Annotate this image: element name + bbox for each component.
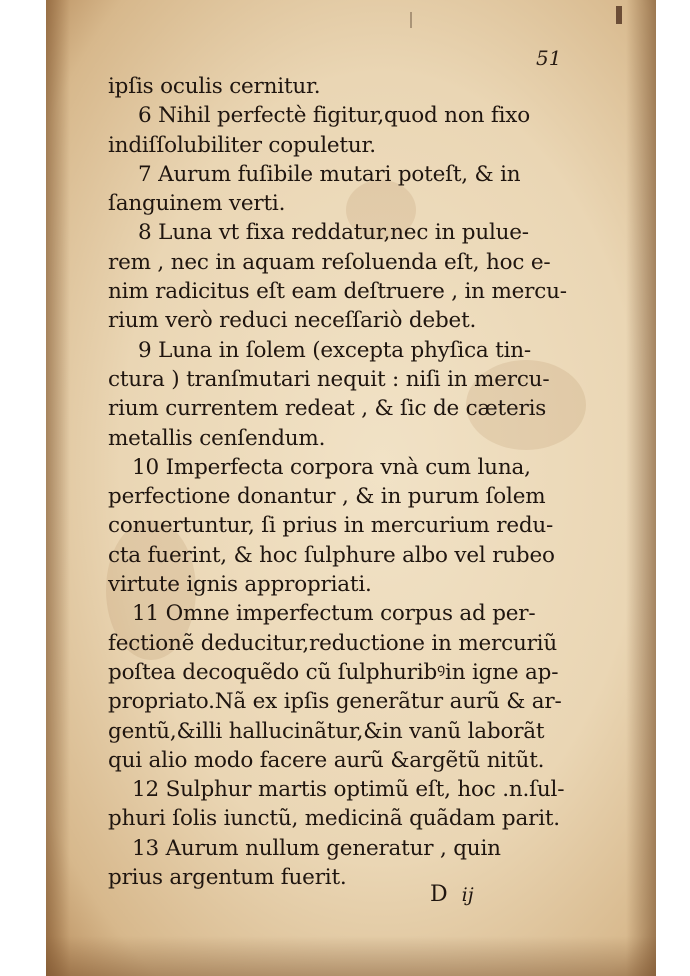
text-line: ctura ) tranſmutari nequit : niſi in mercu- [108, 366, 550, 392]
text-line: 12 Sulphur martis optimũ eſt, hoc .n.ſul- [132, 777, 565, 803]
body-text [108, 72, 608, 892]
text-line: cta fuerint, & hoc ſulphure albo vel rubeo [108, 542, 555, 568]
text-line: rium currentem redeat , & ſic de cæteris [108, 396, 547, 422]
text-line: prius argentum fuerit. [108, 865, 347, 891]
text-line: conuertuntur, ſi prius in mercurium redu- [108, 513, 554, 539]
text-line: phuri ſolis iunctũ, medicinã quãdam parit. [108, 806, 560, 832]
text-line: gentũ,&illi hallucinãtur,&in vanũ laborãt [108, 718, 545, 744]
text-line: poſtea decoquẽdo cũ ſulphuribꝰin igne ap- [108, 659, 559, 685]
ink-mark [616, 6, 622, 24]
text-line: 10 Imperfecta corpora vnà cum luna, [132, 454, 531, 480]
page-edge-shadow-left [46, 0, 70, 976]
text-line: ipſis oculis cernitur. [108, 74, 321, 99]
text-line: rium verò reduci neceſſariò debet. [108, 308, 477, 334]
text-line: indiſſolubiliter copuletur. [108, 132, 376, 158]
text-line: 13 Aurum nullum generatur , quin [132, 835, 501, 861]
text-line: 11 Omne imperfectum corpus ad per- [132, 601, 536, 627]
page-edge-shadow-bottom [46, 936, 656, 976]
book-page [46, 0, 656, 976]
text-line: nim radicitus eſt eam deſtruere , in mercu- [108, 279, 567, 305]
text-line: 9 Luna in ſolem (excepta phyſica tin- [138, 337, 531, 363]
page-edge-shadow-right [626, 0, 656, 976]
signature-letter: D [430, 882, 448, 907]
text-line: qui alio modo facere aurũ &argẽtũ nitũt. [108, 747, 545, 773]
text-line: perfectione donantur , & in purum ſolem [108, 484, 546, 510]
text-line: fectionẽ deducitur,reductione in mercuriũ [108, 630, 557, 656]
text-line: 7 Aurum fuſibile mutari poteſt, & in [138, 161, 521, 187]
signature-mark [430, 882, 474, 907]
text-line: propriato.Nã ex ipſis generãtur aurũ & ar- [108, 689, 562, 715]
text-line: virtute ignis appropriati. [108, 572, 372, 598]
text-line: metallis cenſendum. [108, 425, 326, 451]
signature-number: ij [461, 884, 474, 906]
text-line: ſanguinem verti. [108, 191, 286, 217]
text-line: rem , nec in aquam reſoluenda eſt, hoc e- [108, 249, 551, 275]
page-number: 51 [536, 46, 562, 70]
text-line: 6 Nihil perfectè figitur,quod non fixo [138, 103, 530, 129]
ink-mark [410, 12, 412, 28]
text-line: 8 Luna vt fixa reddatur,nec in pulue- [138, 220, 529, 246]
